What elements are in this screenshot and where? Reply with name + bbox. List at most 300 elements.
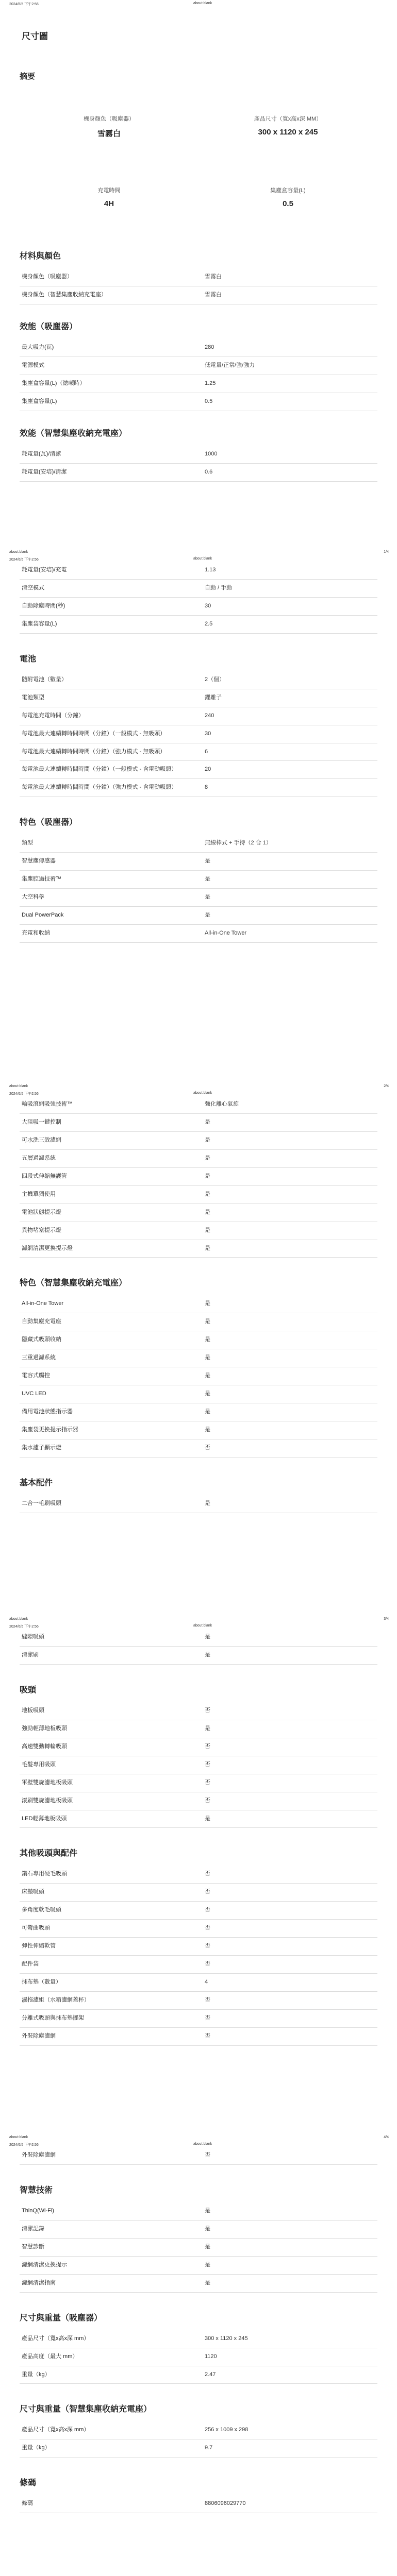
- spec-sections: [0, 2147, 397, 2513]
- spec-row: [20, 1920, 377, 1938]
- spec-row: [20, 2220, 377, 2238]
- spec-key: 滾刷雙旋濾地板吸頭: [20, 1792, 203, 1810]
- spec-section: [20, 1846, 377, 2045]
- spec-key: 可彎曲吸頭: [20, 1920, 203, 1938]
- spec-key: 集塵袋更換提示指示器: [20, 1421, 203, 1439]
- spec-key: 主機單獨使用: [20, 1185, 203, 1204]
- spec-row: [20, 1096, 377, 1113]
- print-footer: [0, 2134, 397, 2141]
- spec-key: 軍壁雙旋濾地板吸頭: [20, 1774, 203, 1792]
- spec-key: 產品高度（最大 mm）: [20, 2348, 203, 2366]
- spec-value: 是: [203, 1149, 377, 1167]
- spec-value: 是: [203, 1385, 377, 1403]
- spec-section: [20, 1476, 377, 1513]
- spec-value: 是: [203, 1495, 377, 1513]
- spec-value: 2.5: [203, 615, 377, 633]
- spec-section: [20, 2147, 377, 2165]
- spec-value: 是: [203, 2274, 377, 2292]
- spec-row: [20, 1495, 377, 1513]
- print-footer-source: about:blank: [9, 1617, 28, 1621]
- spec-value: 是: [203, 1204, 377, 1222]
- spec-table: [20, 2147, 377, 2165]
- spec-key: 輪吸滾網吸強技術™: [20, 1096, 203, 1113]
- spec-row: [20, 2348, 377, 2366]
- overview-value: 4H: [104, 199, 114, 208]
- spec-value: 是: [203, 853, 377, 871]
- spec-row: [20, 375, 377, 393]
- spec-row: [20, 1646, 377, 1664]
- spec-value: 否: [203, 1756, 377, 1774]
- spec-key: 床墊吸頭: [20, 1884, 203, 1902]
- print-page-number: 1/4: [384, 550, 389, 554]
- print-header: [0, 555, 397, 562]
- overview-grid: [20, 114, 377, 208]
- spec-section: [20, 249, 377, 304]
- spec-sections: [0, 1096, 397, 1513]
- section-title: 尺寸與重量（吸塵器）: [20, 2313, 103, 2323]
- print-header: [0, 0, 397, 6]
- section-title: 吸頭: [20, 1685, 37, 1694]
- spec-value: 是: [203, 1113, 377, 1131]
- spec-value: 240: [203, 707, 377, 725]
- print-source: about:blank: [193, 2, 212, 5]
- spec-table: [20, 2330, 377, 2384]
- spec-table: [20, 2421, 377, 2458]
- spec-key: 隱藏式吸頭收納: [20, 1331, 203, 1349]
- spec-value: 8806096029770: [203, 2495, 377, 2513]
- spec-section: [20, 320, 377, 411]
- spec-section: [20, 1276, 377, 1457]
- spec-value: 否: [203, 1902, 377, 1920]
- spec-value: 是: [203, 1331, 377, 1349]
- spec-row: [20, 1884, 377, 1902]
- spec-row: [20, 2009, 377, 2027]
- spec-key: 二合一毛刷吸頭: [20, 1495, 203, 1513]
- spec-row: [20, 1938, 377, 1956]
- spec-table: [20, 268, 377, 304]
- spec-table: [20, 1866, 377, 2045]
- spec-table: [20, 1702, 377, 1828]
- page-title: 尺寸圖: [22, 31, 48, 41]
- spec-row: [20, 1866, 377, 1883]
- spec-section: [20, 652, 377, 798]
- spec-value: 280: [203, 339, 377, 357]
- spec-row: [20, 286, 377, 304]
- spec-value: 4: [203, 1974, 377, 1992]
- spec-row: [20, 2147, 377, 2164]
- spec-row: [20, 1738, 377, 1756]
- spec-value: 否: [203, 1702, 377, 1720]
- spec-table: [20, 835, 377, 943]
- print-source: about:blank: [193, 2142, 212, 2146]
- spec-value: 是: [203, 1131, 377, 1149]
- spec-row: [20, 925, 377, 943]
- spec-value: 否: [203, 1938, 377, 1956]
- spec-value: 是: [203, 871, 377, 889]
- spec-value: 是: [203, 1367, 377, 1385]
- spec-key: 最大吸力(瓦): [20, 339, 203, 357]
- spec-value: 否: [203, 2147, 377, 2164]
- overview-item: [20, 186, 198, 208]
- spec-key: 毛髮專用吸頭: [20, 1756, 203, 1774]
- spec-value: 30: [203, 725, 377, 743]
- spec-key: 抹布墊（數量）: [20, 1974, 203, 1992]
- spec-row: [20, 1403, 377, 1421]
- print-page-3: [0, 1090, 397, 1622]
- spec-sections: [20, 249, 377, 482]
- spec-value: 是: [203, 907, 377, 925]
- print-page-1: [0, 0, 397, 555]
- spec-key: 彈性伸縮軟管: [20, 1938, 203, 1956]
- spec-section: [20, 1629, 377, 1665]
- print-footer-source: about:blank: [9, 2136, 28, 2139]
- spec-row: [20, 1349, 377, 1367]
- spec-key: 濾網清潔指南: [20, 2274, 203, 2292]
- spec-value: 否: [203, 2027, 377, 2045]
- spec-key: 每電池最大連續轉時間時間（分鐘）（強力模式 - 含電動吸頭）: [20, 779, 203, 797]
- print-page-number: 4/4: [384, 2136, 389, 2139]
- spec-value: 是: [203, 1222, 377, 1240]
- spec-value: 否: [203, 1738, 377, 1756]
- overview-value: 雪霧白: [97, 129, 121, 138]
- spec-row: [20, 463, 377, 481]
- overview-item: [198, 186, 377, 208]
- spec-row: [20, 1167, 377, 1185]
- spec-row: [20, 871, 377, 889]
- print-date: 2024/6/5 下午2:56: [9, 3, 39, 6]
- spec-key: 充電和收納: [20, 925, 203, 943]
- spec-table: [20, 1629, 377, 1665]
- spec-row: [20, 1720, 377, 1738]
- spec-row: [20, 1810, 377, 1828]
- print-header: [0, 2141, 397, 2147]
- print-footer: [0, 1083, 397, 1090]
- spec-value: 是: [203, 1629, 377, 1646]
- spec-table: [20, 446, 377, 482]
- spec-row: [20, 1295, 377, 1313]
- spec-key: Dual PowerPack: [20, 907, 203, 925]
- spec-value: 否: [203, 1792, 377, 1810]
- spec-value: 否: [203, 1866, 377, 1883]
- spec-key: 分離式吸頭與抹布墊擺架: [20, 2009, 203, 2027]
- print-date: 2024/6/5 下午2:56: [9, 2143, 39, 2147]
- spec-value: 是: [203, 1349, 377, 1367]
- print-header: [0, 1090, 397, 1096]
- spec-row: [20, 2366, 377, 2384]
- spec-row: [20, 1956, 377, 1974]
- spec-key: 重量（kg）: [20, 2439, 203, 2458]
- print-source: about:blank: [193, 1091, 212, 1095]
- spec-table: [20, 671, 377, 798]
- spec-section: [20, 2311, 377, 2384]
- spec-row: [20, 339, 377, 357]
- spec-sections: [0, 562, 397, 943]
- spec-key: 清空模式: [20, 579, 203, 597]
- spec-key: 備用電池狀態指示器: [20, 1403, 203, 1421]
- spec-value: 是: [203, 889, 377, 907]
- spec-row: [20, 1185, 377, 1204]
- spec-section: [20, 562, 377, 634]
- spec-key: All-in-One Tower: [20, 1295, 203, 1313]
- spec-table: [20, 339, 377, 411]
- spec-value: 300 x 1120 x 245: [203, 2330, 377, 2348]
- spec-row: [20, 615, 377, 633]
- spec-row: [20, 707, 377, 725]
- spec-key: 清潔刷: [20, 1646, 203, 1664]
- section-title: 電池: [20, 654, 37, 664]
- spec-key: 縫隙吸頭: [20, 1629, 203, 1646]
- spec-value: 鋰離子: [203, 689, 377, 707]
- spec-value: 是: [203, 2256, 377, 2274]
- spec-value: 否: [203, 1920, 377, 1938]
- spec-row: [20, 1756, 377, 1774]
- print-date: 2024/6/5 下午2:56: [9, 1625, 39, 1629]
- spec-value: 否: [203, 1992, 377, 2010]
- spec-row: [20, 2439, 377, 2458]
- spec-row: [20, 1902, 377, 1920]
- spec-key: 類型: [20, 835, 203, 852]
- spec-key: 集塵盒容量(L)（總噸時）: [20, 375, 203, 393]
- spec-row: [20, 1331, 377, 1349]
- spec-key: 隨附電池（數量）: [20, 671, 203, 689]
- print-source: about:blank: [193, 557, 212, 561]
- spec-row: [20, 1204, 377, 1222]
- spec-row: [20, 1421, 377, 1439]
- spec-key: 集塵腔過技術™: [20, 871, 203, 889]
- spec-key: 濾網清潔更換提示燈: [20, 1240, 203, 1258]
- spec-value: 是: [203, 1295, 377, 1313]
- spec-row: [20, 1149, 377, 1167]
- spec-key: 電池狀態提示燈: [20, 1204, 203, 1222]
- spec-row: [20, 1131, 377, 1149]
- spec-value: All-in-One Tower: [203, 925, 377, 943]
- print-date: 2024/6/5 下午2:56: [9, 558, 39, 562]
- spec-value: 是: [203, 2202, 377, 2220]
- overview-label: 集塵盒容量(L): [270, 188, 306, 194]
- spec-row: [20, 1222, 377, 1240]
- spec-value: 是: [203, 1313, 377, 1331]
- spec-row: [20, 1240, 377, 1258]
- spec-key: 五層過濾系統: [20, 1149, 203, 1167]
- spec-row: [20, 725, 377, 743]
- spec-key: 異物堵塞提示燈: [20, 1222, 203, 1240]
- spec-row: [20, 1385, 377, 1403]
- spec-table: [20, 2495, 377, 2513]
- spec-row: [20, 1367, 377, 1385]
- spec-row: [20, 835, 377, 852]
- spec-key: 條碼: [20, 2495, 203, 2513]
- spec-table: [20, 1096, 377, 1258]
- spec-key: 電容式觸控: [20, 1367, 203, 1385]
- spec-row: [20, 2202, 377, 2220]
- spec-value: 是: [203, 1646, 377, 1664]
- spec-value: 自動 / 手動: [203, 579, 377, 597]
- spec-row: [20, 1992, 377, 2010]
- spec-value: 是: [203, 1240, 377, 1258]
- spec-row: [20, 779, 377, 797]
- spec-value: 無線棒式 + 手持（2 合 1）: [203, 835, 377, 852]
- print-page-2: [0, 555, 397, 1090]
- spec-key: 大空科學: [20, 889, 203, 907]
- spec-table: [20, 1495, 377, 1513]
- spec-row: [20, 907, 377, 925]
- print-page-5: [0, 2141, 397, 2576]
- print-date: 2024/6/5 下午2:56: [9, 1092, 39, 1096]
- spec-value: 雪霧白: [203, 286, 377, 304]
- spec-value: 8: [203, 779, 377, 797]
- print-header: [0, 1622, 397, 1629]
- spec-key: 高速雙動轉輪吸頭: [20, 1738, 203, 1756]
- spec-key: 自動集塵充電座: [20, 1313, 203, 1331]
- spec-key: 鑽石專用硬毛吸頭: [20, 1866, 203, 1883]
- spec-key: 濕拖濾組（水箱濾網蓋杯）: [20, 1992, 203, 2010]
- section-title: 效能（吸塵器）: [20, 322, 78, 331]
- spec-value: 2（個）: [203, 671, 377, 689]
- spec-row: [20, 393, 377, 411]
- spec-value: 1000: [203, 446, 377, 463]
- spec-value: 6: [203, 743, 377, 761]
- overview-value: 300 x 1120 x 245: [258, 128, 318, 137]
- print-footer: [0, 549, 397, 555]
- spec-key: 電池類型: [20, 689, 203, 707]
- print-page-number: 2/4: [384, 1084, 389, 1088]
- spec-row: [20, 1702, 377, 1720]
- spec-key: 產品尺寸（寬x高x深 mm）: [20, 2421, 203, 2439]
- spec-value: 是: [203, 1167, 377, 1185]
- spec-key: 地板吸頭: [20, 1702, 203, 1720]
- spec-key: 集水濾子顯示燈: [20, 1439, 203, 1457]
- spec-row: [20, 268, 377, 286]
- spec-row: [20, 889, 377, 907]
- spec-key: 自動除塵時間(秒): [20, 597, 203, 615]
- spec-section: [20, 2476, 377, 2513]
- spec-key: 機身顏色（吸塵器）: [20, 268, 203, 286]
- spec-row: [20, 2027, 377, 2045]
- spec-key: 集塵袋容量(L): [20, 615, 203, 633]
- spec-table: [20, 1295, 377, 1457]
- spec-row: [20, 743, 377, 761]
- section-title: 尺寸與重量（智慧集塵收納充電座）: [20, 2405, 152, 2414]
- spec-row: [20, 1313, 377, 1331]
- spec-row: [20, 579, 377, 597]
- spec-row: [20, 689, 377, 707]
- spec-value: 0.6: [203, 463, 377, 481]
- spec-key: 清潔記錄: [20, 2220, 203, 2238]
- spec-sections: [0, 1629, 397, 2046]
- spec-row: [20, 1774, 377, 1792]
- print-footer-source: about:blank: [9, 550, 28, 554]
- spec-key: 集塵盒容量(L): [20, 393, 203, 411]
- spec-key: 每電池充電時間（分鐘）: [20, 707, 203, 725]
- spec-value: 1.25: [203, 375, 377, 393]
- print-page-4: [0, 1622, 397, 2141]
- spec-value: 1.13: [203, 562, 377, 579]
- print-source: about:blank: [193, 1624, 212, 1628]
- section-title: 條碼: [20, 2479, 37, 2488]
- spec-value: 否: [203, 1956, 377, 1974]
- spec-key: 配件袋: [20, 1956, 203, 1974]
- spec-value: 2.47: [203, 2366, 377, 2384]
- spec-key: 多角度軟毛吸頭: [20, 1902, 203, 1920]
- spec-value: 強化離心氣旋: [203, 1096, 377, 1113]
- spec-key: 重量（kg）: [20, 2366, 203, 2384]
- spec-key: 耗電量(安培)/充電: [20, 562, 203, 579]
- spec-key: 可水洗三效濾網: [20, 1131, 203, 1149]
- overview-item: [198, 114, 377, 139]
- section-title: 智慧技術: [20, 2185, 53, 2195]
- spec-key: 產品尺寸（寬x高x深 mm）: [20, 2330, 203, 2348]
- spec-key: 外裝除塵濾網: [20, 2027, 203, 2045]
- print-page-number: 3/4: [384, 1617, 389, 1621]
- spec-row: [20, 597, 377, 615]
- overview-item: [20, 114, 198, 139]
- spec-value: 是: [203, 1810, 377, 1828]
- spec-row: [20, 357, 377, 375]
- section-title: 特色（智慧集塵收納充電座）: [20, 1279, 127, 1288]
- spec-key: 智慧塵傳感器: [20, 853, 203, 871]
- section-title: 特色（吸塵器）: [20, 818, 78, 827]
- spec-row: [20, 2256, 377, 2274]
- spec-section: [20, 1096, 377, 1258]
- spec-row: [20, 1792, 377, 1810]
- spec-value: 是: [203, 1403, 377, 1421]
- spec-section: [20, 427, 377, 482]
- spec-row: [20, 2274, 377, 2292]
- spec-value: 否: [203, 1884, 377, 1902]
- spec-key: 濾網清潔更換提示: [20, 2256, 203, 2274]
- spec-key: 電源模式: [20, 357, 203, 375]
- section-title: 效能（智慧集塵收納充電座）: [20, 429, 127, 438]
- spec-value: 9.7: [203, 2439, 377, 2458]
- spec-row: [20, 2330, 377, 2348]
- spec-key: 大阻吸一鍵控制: [20, 1113, 203, 1131]
- spec-key: UVC LED: [20, 1385, 203, 1403]
- spec-value: 1120: [203, 2348, 377, 2366]
- spec-value: 否: [203, 1774, 377, 1792]
- spec-value: 是: [203, 1720, 377, 1738]
- section-title: 其他吸頭與配件: [20, 1849, 78, 1858]
- spec-value: 是: [203, 1421, 377, 1439]
- spec-table: [20, 2202, 377, 2293]
- spec-row: [20, 2495, 377, 2513]
- spec-row: [20, 2421, 377, 2439]
- spec-row: [20, 1439, 377, 1457]
- spec-value: 否: [203, 2009, 377, 2027]
- spec-row: [20, 1113, 377, 1131]
- spec-section: [20, 2183, 377, 2293]
- section-title: 材料與顏色: [20, 252, 61, 261]
- spec-value: 是: [203, 2238, 377, 2256]
- spec-key: 耗電量(瓦)/清潔: [20, 446, 203, 463]
- spec-row: [20, 446, 377, 463]
- spec-key: 強勁輕薄地板吸頭: [20, 1720, 203, 1738]
- print-footer-source: about:blank: [9, 1084, 28, 1088]
- spec-key: 三重過濾系統: [20, 1349, 203, 1367]
- section-title: 基本配件: [20, 1478, 53, 1487]
- spec-key: 外裝除塵濾網: [20, 2147, 203, 2164]
- spec-section: [20, 1683, 377, 1828]
- spec-key: 機身顏色（智慧集塵收納充電座）: [20, 286, 203, 304]
- spec-value: 0.5: [203, 393, 377, 411]
- overview-label: 充電時間: [97, 188, 121, 194]
- spec-value: 是: [203, 2220, 377, 2238]
- spec-value: 是: [203, 1185, 377, 1204]
- spec-pages: [0, 555, 397, 2576]
- spec-section: [20, 816, 377, 943]
- overview-label: 機身顏色（吸塵器）: [84, 116, 135, 122]
- spec-key: ThinQ(Wi-Fi): [20, 2202, 203, 2220]
- overview-value: 0.5: [283, 199, 293, 208]
